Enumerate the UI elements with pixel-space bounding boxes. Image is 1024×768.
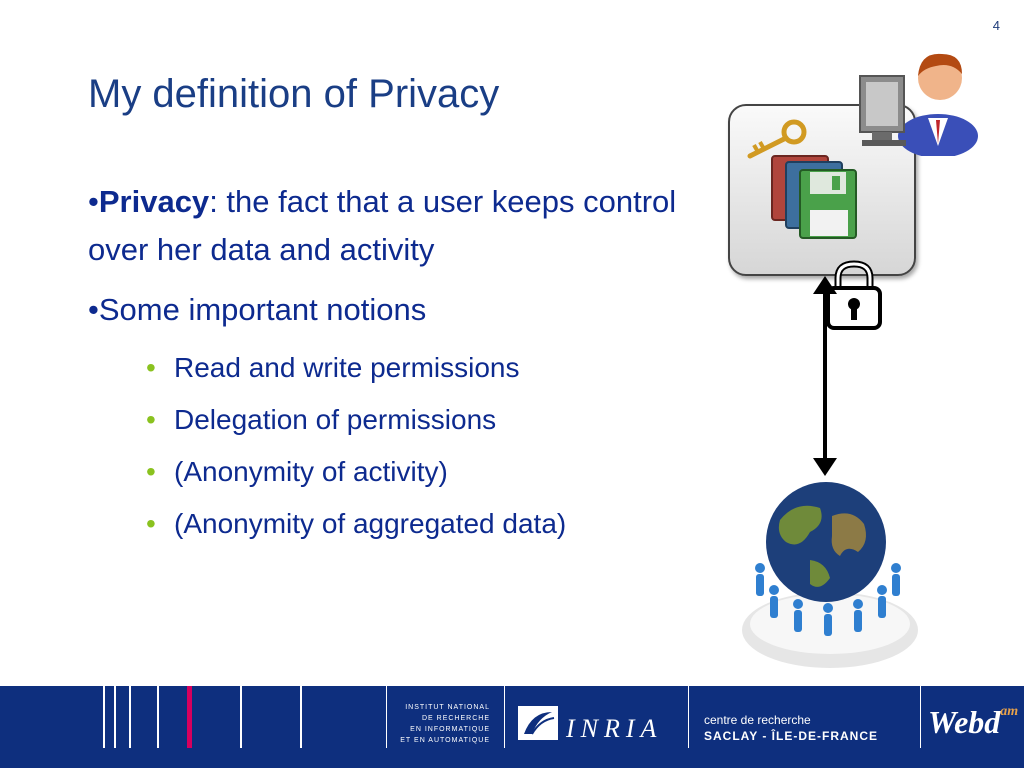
bullet-icon: • (146, 508, 156, 539)
bullet-icon: • (146, 404, 156, 435)
list-item: • (Anonymity of aggregated data) (146, 498, 688, 550)
divider (504, 686, 505, 748)
decor-line (300, 686, 302, 748)
floppy-disks-icon (766, 150, 862, 242)
notions-label: Some important notions (98, 292, 427, 327)
privacy-definition: : the fact that a user keeps control over her data and activity (88, 184, 677, 267)
notions-list (146, 342, 688, 550)
decor-accent (187, 686, 192, 748)
decor-line (240, 686, 242, 748)
privacy-term: Privacy (98, 184, 210, 219)
user-at-computer-icon (858, 46, 980, 156)
bullet-privacy: •Privacy: the fact that a user keeps control over her data and activity (88, 184, 677, 267)
privacy-illustration (700, 40, 1000, 680)
inria-logo-icon (518, 706, 558, 740)
decor-line (129, 686, 131, 748)
bullet-icon: • (146, 456, 156, 487)
inria-wordmark: INRIA (566, 714, 663, 743)
globe-with-people-icon (740, 480, 920, 676)
institute-name: INSTITUT NATIONAL DE RECHERCHE EN INFORMATIQUE ET EN AUTOMATIQUE (400, 704, 490, 744)
slide-title: My definition of Privacy (88, 72, 500, 116)
slide-number: 4 (992, 18, 1000, 33)
webdam-logo: Webd$^{am}$ (928, 704, 1019, 740)
decor-line (114, 686, 116, 748)
list-item: • Delegation of permissions (146, 394, 688, 446)
list-item: • (Anonymity of activity) (146, 446, 688, 498)
footer-bar (0, 686, 1024, 768)
bullet-icon: • (146, 352, 156, 383)
double-arrow-icon (805, 276, 845, 476)
decor-line (157, 686, 159, 748)
divider (920, 686, 921, 748)
decor-line (103, 686, 105, 748)
slide-content (88, 178, 688, 550)
list-item: • Read and write permissions (146, 342, 688, 394)
bullet-notions: •Some important notions (88, 292, 427, 327)
centre-name: centre de recherche SACLAY - ÎLE-DE-FRANCE (704, 713, 879, 743)
divider (386, 686, 387, 748)
divider (688, 686, 689, 748)
